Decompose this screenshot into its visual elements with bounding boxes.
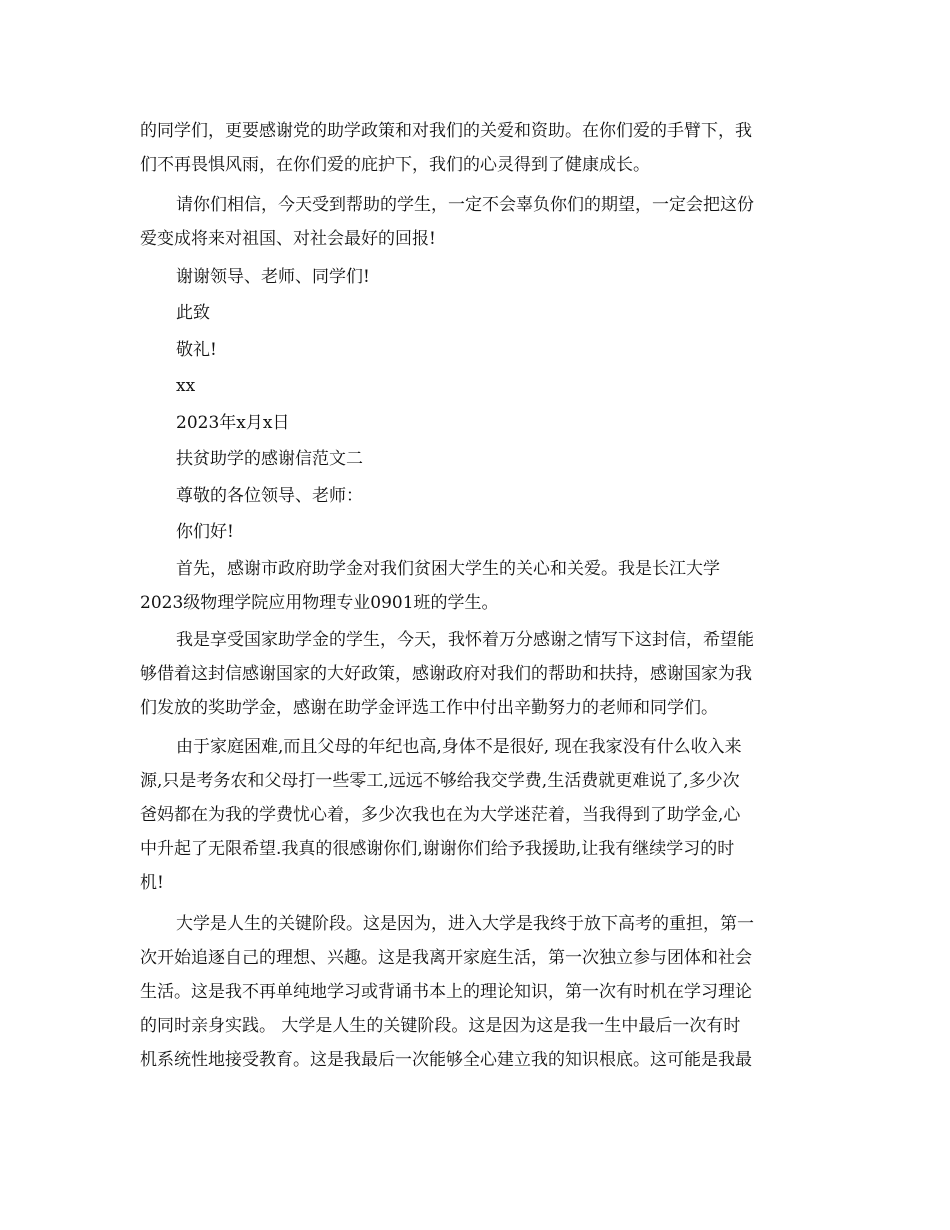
text-line: 够借着这封信感谢国家的大好政策，感谢政府对我们的帮助和扶持，感谢国家为我 <box>140 664 752 684</box>
text-line: 爸妈都在为我的学费忧心着，多少次我也在为大学迷茫着，当我得到了助学金,心 <box>140 805 741 825</box>
text-line: 谢谢领导、老师、同学们! <box>176 267 370 287</box>
text-line: 生活。这是我不再单纯地学习或背诵书本上的理论知识，第一次有时机在学习理论 <box>140 982 752 1002</box>
text-line: 源,只是考务农和父母打一些零工,远远不够给我交学费,生活费就更难说了,多少次 <box>140 771 740 791</box>
text-line: 大学是人生的关键阶段。这是因为，进入大学是我终于放下高考的重担，第一 <box>176 914 754 934</box>
section-title: 扶贫助学的感谢信范文二 <box>176 449 363 469</box>
text-line: 机系统性地接受教育。这是我最后一次能够全心建立我的知识根底。这可能是我最 <box>140 1050 752 1070</box>
text-line: 由于家庭困难,而且父母的年纪也高,身体不是很好, 现在我家没有什么收入来 <box>176 737 742 757</box>
text-line: 首先，感谢市政府助学金对我们贫困大学生的关心和关爱。我是长江大学 <box>176 559 720 579</box>
text-line: 们发放的奖助学金，感谢在助学金评选工作中付出辛勤努力的老师和同学们。 <box>140 698 718 718</box>
greeting: 你们好! <box>176 522 234 542</box>
date-line: 2023年x月x日 <box>176 413 290 433</box>
text-line: 2023级物理学院应用物理专业0901班的学生。 <box>140 593 499 613</box>
text-line: 敬礼! <box>176 340 217 360</box>
text-line: 的同时亲身实践。 大学是人生的关键阶段。这是因为这是我一生中最后一次有时 <box>140 1016 741 1036</box>
text-line: 的同学们，更要感谢党的助学政策和对我们的关爱和资助。在你们爱的手臂下，我 <box>140 121 752 141</box>
text-line: xx <box>176 376 196 396</box>
text-line: 次开始追逐自己的理想、兴趣。这是我离开家庭生活，第一次独立参与团体和社会 <box>140 948 752 968</box>
text-line: 此致 <box>176 303 210 323</box>
salutation: 尊敬的各位领导、老师： <box>176 486 363 506</box>
text-line: 机! <box>140 873 164 893</box>
text-line: 中升起了无限希望.我真的很感谢你们,谢谢你们给予我援助,让我有继续学习的时 <box>140 839 735 859</box>
text-line: 请你们相信，今天受到帮助的学生，一定不会辜负你们的期望，一定会把这份 <box>176 195 754 215</box>
text-line: 爱变成将来对祖国、对社会最好的回报! <box>140 229 436 249</box>
text-line: 们不再畏惧风雨，在你们爱的庇护下，我们的心灵得到了健康成长。 <box>140 155 650 175</box>
text-line: 我是享受国家助学金的学生，今天，我怀着万分感谢之情写下这封信，希望能 <box>176 630 754 650</box>
